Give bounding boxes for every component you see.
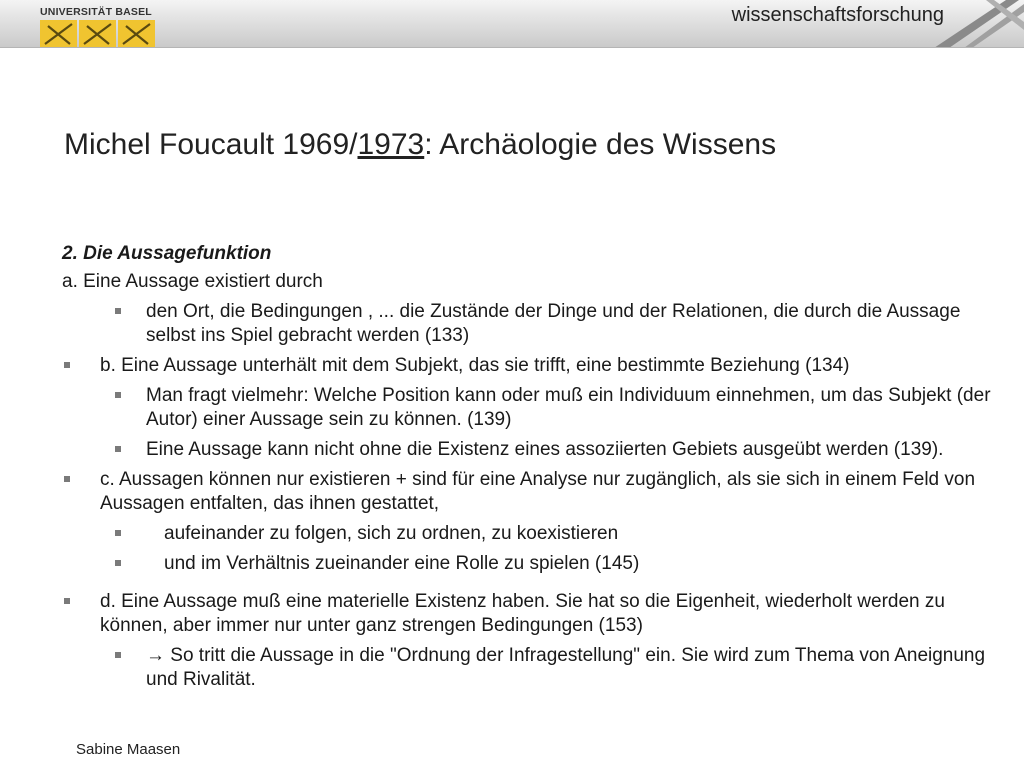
list-item-text: d. Eine Aussage muß eine materielle Existenz haben. Sie hat so die Eigenheit, wiederholt werden zu können, aber immer nur unter ganz strengen Bedingungen (153) [100,591,945,636]
intro-line: a. Eine Aussage existiert durch [62,271,323,292]
university-logo [40,20,155,48]
list-item-text: Eine Aussage kann nicht ohne die Existenz eines assoziierten Gebiets ausgeübt werden (139). [146,439,944,460]
list-item [62,384,1007,432]
bullet-icon [64,362,70,368]
list-item [62,590,1007,638]
slide-title [64,128,776,162]
list-item-text: aufeinander zu folgen, sich zu ordnen, zu koexistieren [164,523,619,544]
bullet-icon [115,446,121,452]
list-item-text: b. Eine Aussage unterhält mit dem Subjekt, das sie trifft, eine bestimmte Beziehung (134) [100,355,850,376]
list-item-text: den Ort, die Bedingungen , ... die Zustände der Dinge und der Relationen, die durch die Aussage selbst ins Spiel gebracht werden (133) [146,301,961,346]
list-item [62,468,1007,516]
bullet-icon [64,476,70,482]
logo-tile-icon [79,20,116,48]
bullet-icon [115,652,121,658]
list-item [62,300,1007,348]
bullet-icon [115,560,121,566]
list-item-text: c. Aussagen können nur existieren + sind für eine Analyse nur zugänglich, als sie sich in einem Feld von Aussagen entfalten, das ihnen gestattet, [100,469,976,514]
bullet-icon [64,598,70,604]
bullet-icon [115,392,121,398]
university-name: UNIVERSITÄT BASEL [40,6,152,18]
brand-wordmark: wissenschaftsforschung [731,4,944,26]
list-item [62,552,1007,576]
title-year-link: 1973 [357,128,425,161]
bullet-icon [115,308,121,314]
list-item [62,438,1007,462]
logo-tile-icon [40,20,77,48]
footer-author: Sabine Maasen [76,741,181,758]
logo-tile-icon [118,20,155,48]
title-part: Michel Foucault 1969/ [64,128,358,161]
list-item [62,354,1007,378]
list-item [62,522,1007,546]
list-item-text: und im Verhältnis zueinander eine Rolle zu spielen (145) [164,553,640,574]
corner-rays-icon [894,0,1024,48]
list-item [62,644,1007,692]
header-band [0,0,1024,48]
section-heading: 2. Die Aussagefunktion [62,243,272,264]
title-part: : Archäologie des Wissens [424,128,777,161]
list-item-text: Man fragt vielmehr: Welche Position kann oder muß ein Individuum einnehmen, um das Subjekt (der Autor) einer Aussage sein zu können. (139) [146,385,991,430]
bullet-icon [115,530,121,536]
slide-body [62,242,1007,698]
list-item-text: → So tritt die Aussage in die "Ordnung der Infragestellung" ein. Sie wird zum Thema von Aneignung und Rivalität. [146,645,986,690]
